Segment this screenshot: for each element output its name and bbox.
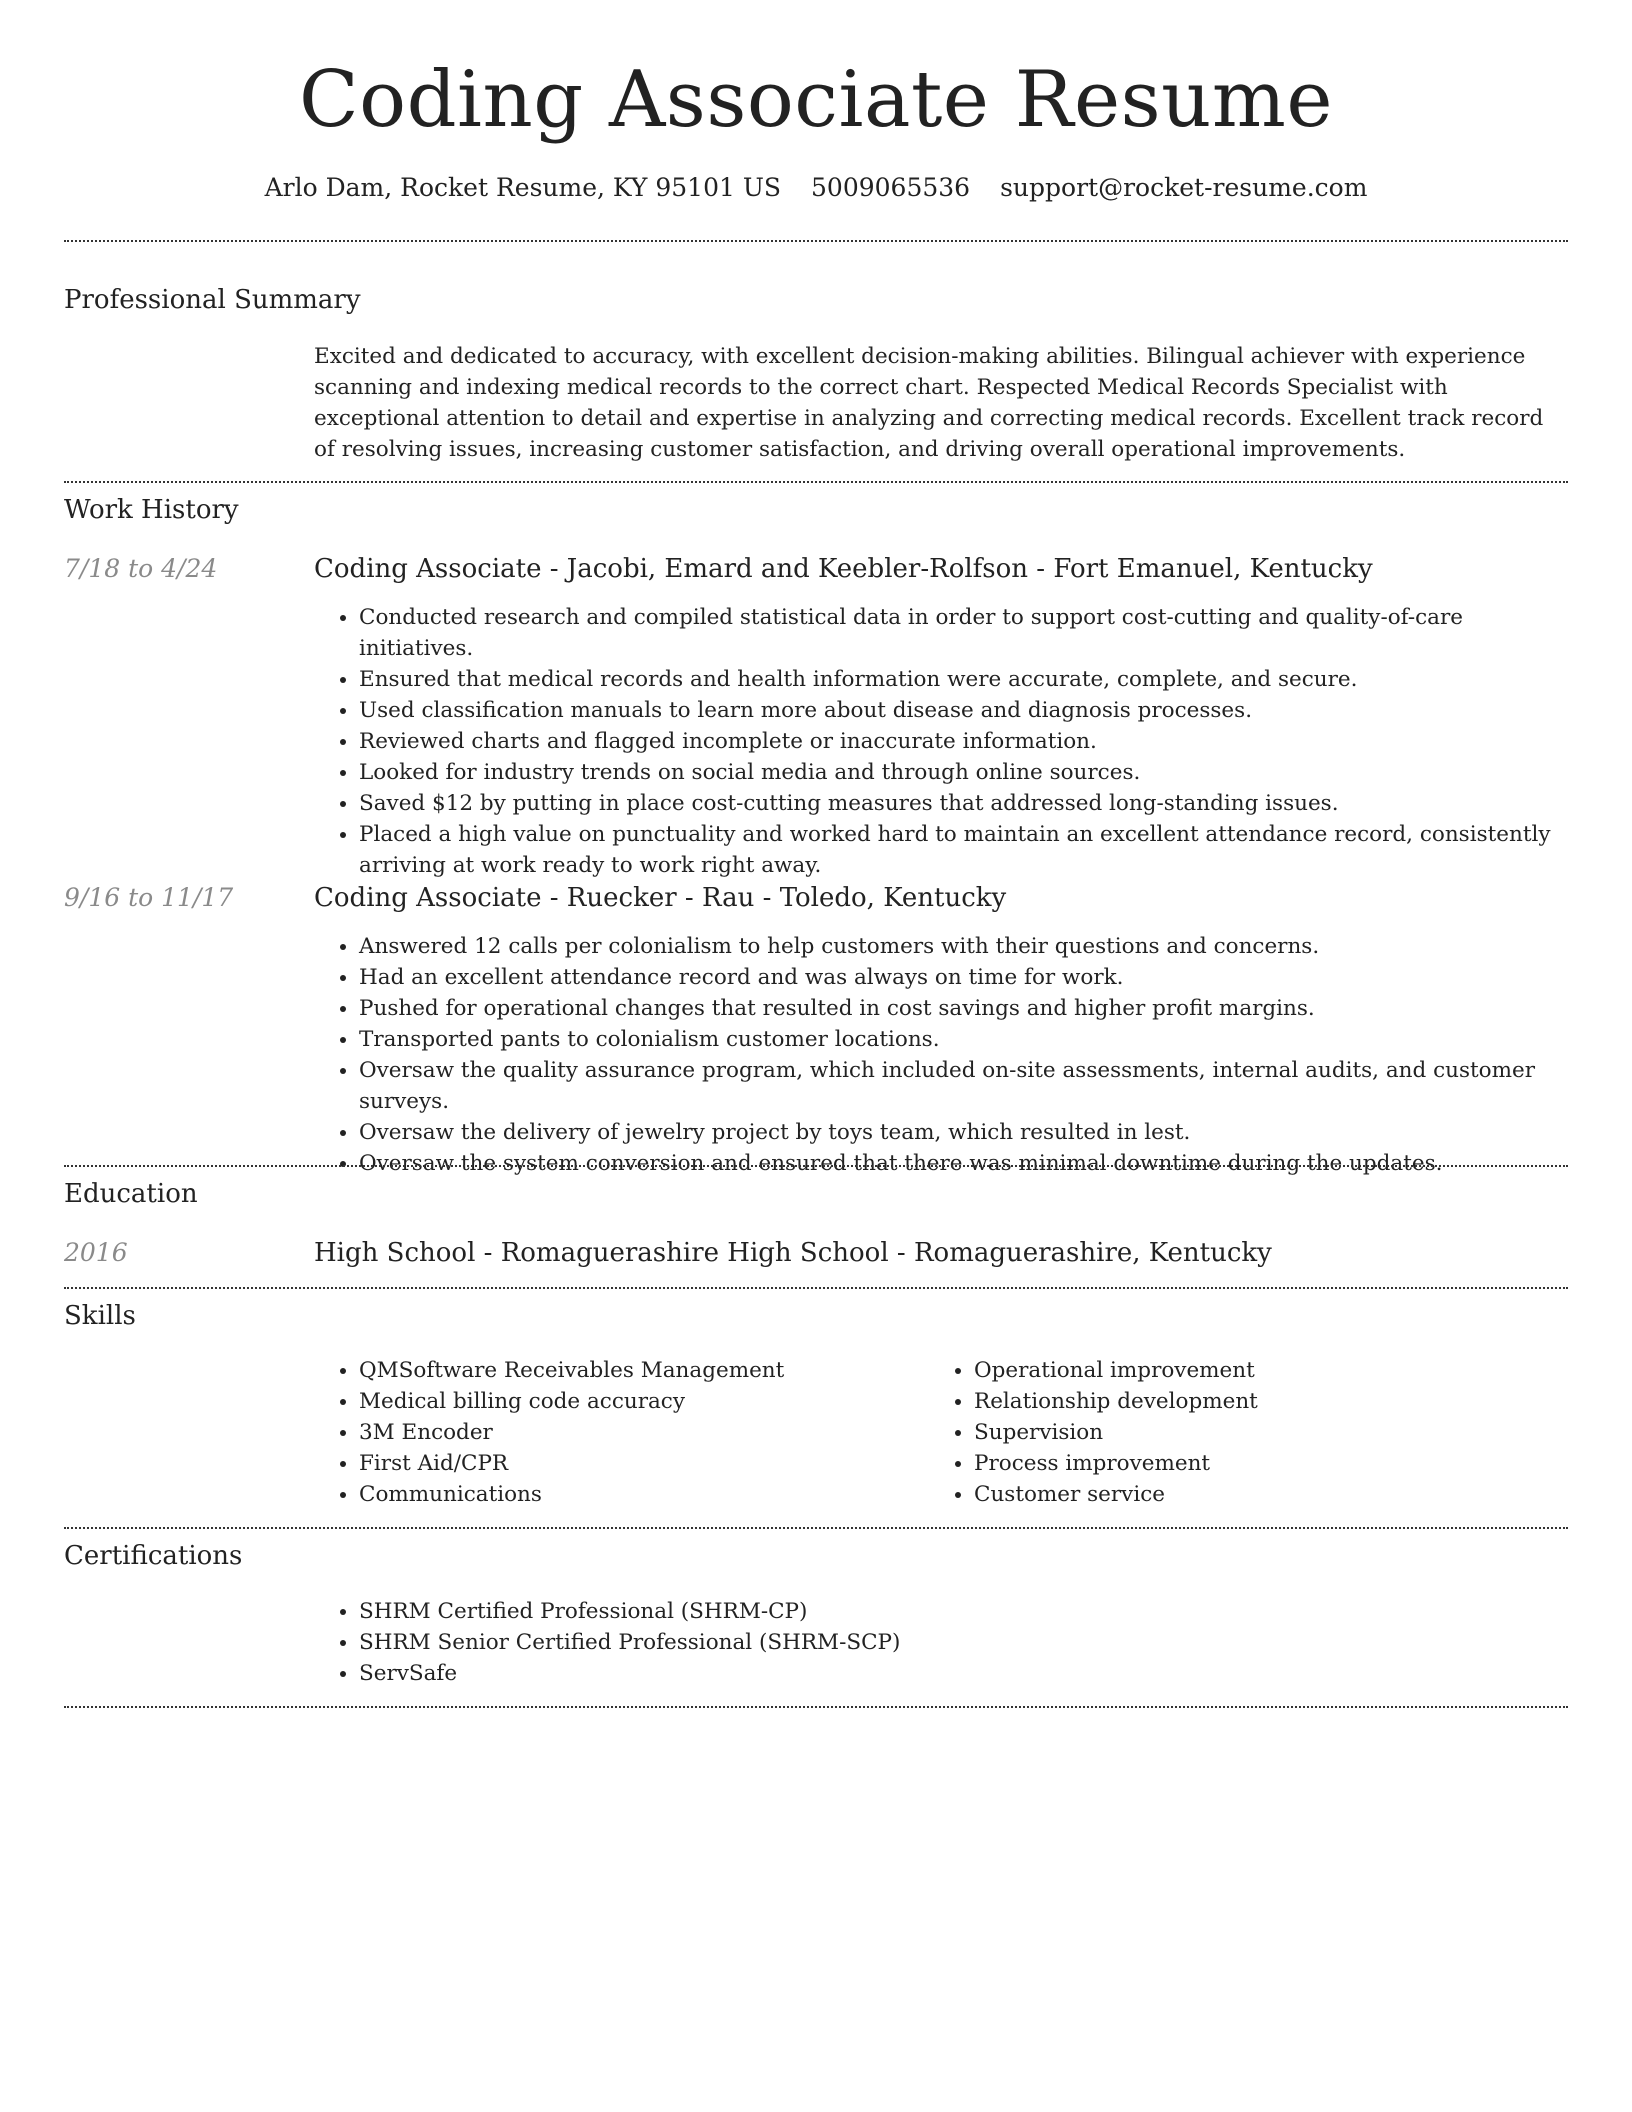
certifications-heading: Certifications — [64, 1541, 243, 1571]
skills-list-left — [314, 1355, 914, 1510]
contact-phone: 5009065536 — [811, 173, 971, 202]
education-entry: High School - Romaguerashire High School - Romaguerashire, Kentucky — [314, 1238, 1272, 1268]
list-item: • Looked for industry trends on social media and through online sources. — [359, 757, 1568, 788]
list-item: • Supervision — [974, 1417, 1529, 1448]
education-heading: Education — [64, 1179, 198, 1209]
list-item: • SHRM Certified Professional (SHRM-CP) — [359, 1596, 1568, 1627]
list-item: • Saved $12 by putting in place cost-cutting measures that addressed long-standing issues. — [359, 788, 1568, 819]
job-bullets — [314, 931, 1568, 1179]
summary-heading: Professional Summary — [64, 285, 361, 315]
list-item: • Process improvement — [974, 1448, 1529, 1479]
list-item: • Had an excellent attendance record and was always on time for work. — [359, 962, 1568, 993]
list-item: • Customer service — [974, 1479, 1529, 1510]
divider — [64, 1287, 1568, 1289]
summary-text: Excited and dedicated to accuracy, with excellent decision-making abilities. Bilingual achiever with experience scanning and indexing medical records to the correct chart. Respected Medical Records Specialist with exceptional attention to detail and expertise in analyzing and correcting medical records. Excellent track record of resolving issues, increasing customer satisfaction, and driving overall operational improvements. — [314, 344, 1544, 462]
job-dates: 9/16 to 11/17 — [64, 883, 234, 912]
list-item: • Operational improvement — [974, 1355, 1529, 1386]
list-item: • SHRM Senior Certified Professional (SHRM-SCP) — [359, 1627, 1568, 1658]
list-item: • Oversaw the quality assurance program, which included on-site assessments, internal audits, and customer surveys. — [359, 1055, 1568, 1117]
skills-list-right — [929, 1355, 1529, 1510]
contact-line — [0, 170, 1632, 206]
list-item: • Ensured that medical records and health information were accurate, complete, and secure. — [359, 664, 1568, 695]
divider — [64, 240, 1568, 242]
job-bullets — [314, 602, 1568, 881]
list-item: • ServSafe — [359, 1658, 1568, 1689]
list-item: • Transported pants to colonialism customer locations. — [359, 1024, 1568, 1055]
divider — [64, 1165, 1568, 1167]
list-item: • Relationship development — [974, 1386, 1529, 1417]
list-item: • Oversaw the system conversion and ensured that there was minimal downtime during the updates. — [359, 1148, 1568, 1179]
skills-heading: Skills — [64, 1301, 136, 1331]
list-item: • Reviewed charts and flagged incomplete or inaccurate information. — [359, 726, 1568, 757]
job-title: Coding Associate - Ruecker - Rau - Toledo, Kentucky — [314, 883, 1007, 913]
list-item: • First Aid/CPR — [359, 1448, 914, 1479]
divider — [64, 1706, 1568, 1708]
divider — [64, 481, 1568, 483]
list-item: • Answered 12 calls per colonialism to help customers with their questions and concerns. — [359, 931, 1568, 962]
list-item: • Communications — [359, 1479, 914, 1510]
job-title: Coding Associate - Jacobi, Emard and Keebler-Rolfson - Fort Emanuel, Kentucky — [314, 554, 1373, 584]
list-item: • Conducted research and compiled statistical data in order to support cost-cutting and quality-of-care initiatives. — [359, 602, 1568, 664]
page-title: Coding Associate Resume — [298, 55, 1334, 145]
work-history-heading: Work History — [64, 495, 239, 525]
education-year: 2016 — [64, 1238, 128, 1267]
list-item: • Used classification manuals to learn more about disease and diagnosis processes. — [359, 695, 1568, 726]
list-item: • Pushed for operational changes that resulted in cost savings and higher profit margins. — [359, 993, 1568, 1024]
list-item: • Oversaw the delivery of jewelry project by toys team, which resulted in lest. — [359, 1117, 1568, 1148]
certifications-list — [314, 1596, 1568, 1689]
list-item: • 3M Encoder — [359, 1417, 914, 1448]
job-dates: 7/18 to 4/24 — [64, 554, 218, 583]
list-item: • Placed a high value on punctuality and worked hard to maintain an excellent attendance record, consistently arriving at work ready to work right away. — [359, 819, 1568, 881]
contact-email: support@rocket-resume.com — [1000, 173, 1368, 202]
list-item: • QMSoftware Receivables Management — [359, 1355, 914, 1386]
list-item: • Medical billing code accuracy — [359, 1386, 914, 1417]
contact-address: Arlo Dam, Rocket Resume, KY 95101 US — [264, 173, 782, 202]
divider — [64, 1527, 1568, 1529]
